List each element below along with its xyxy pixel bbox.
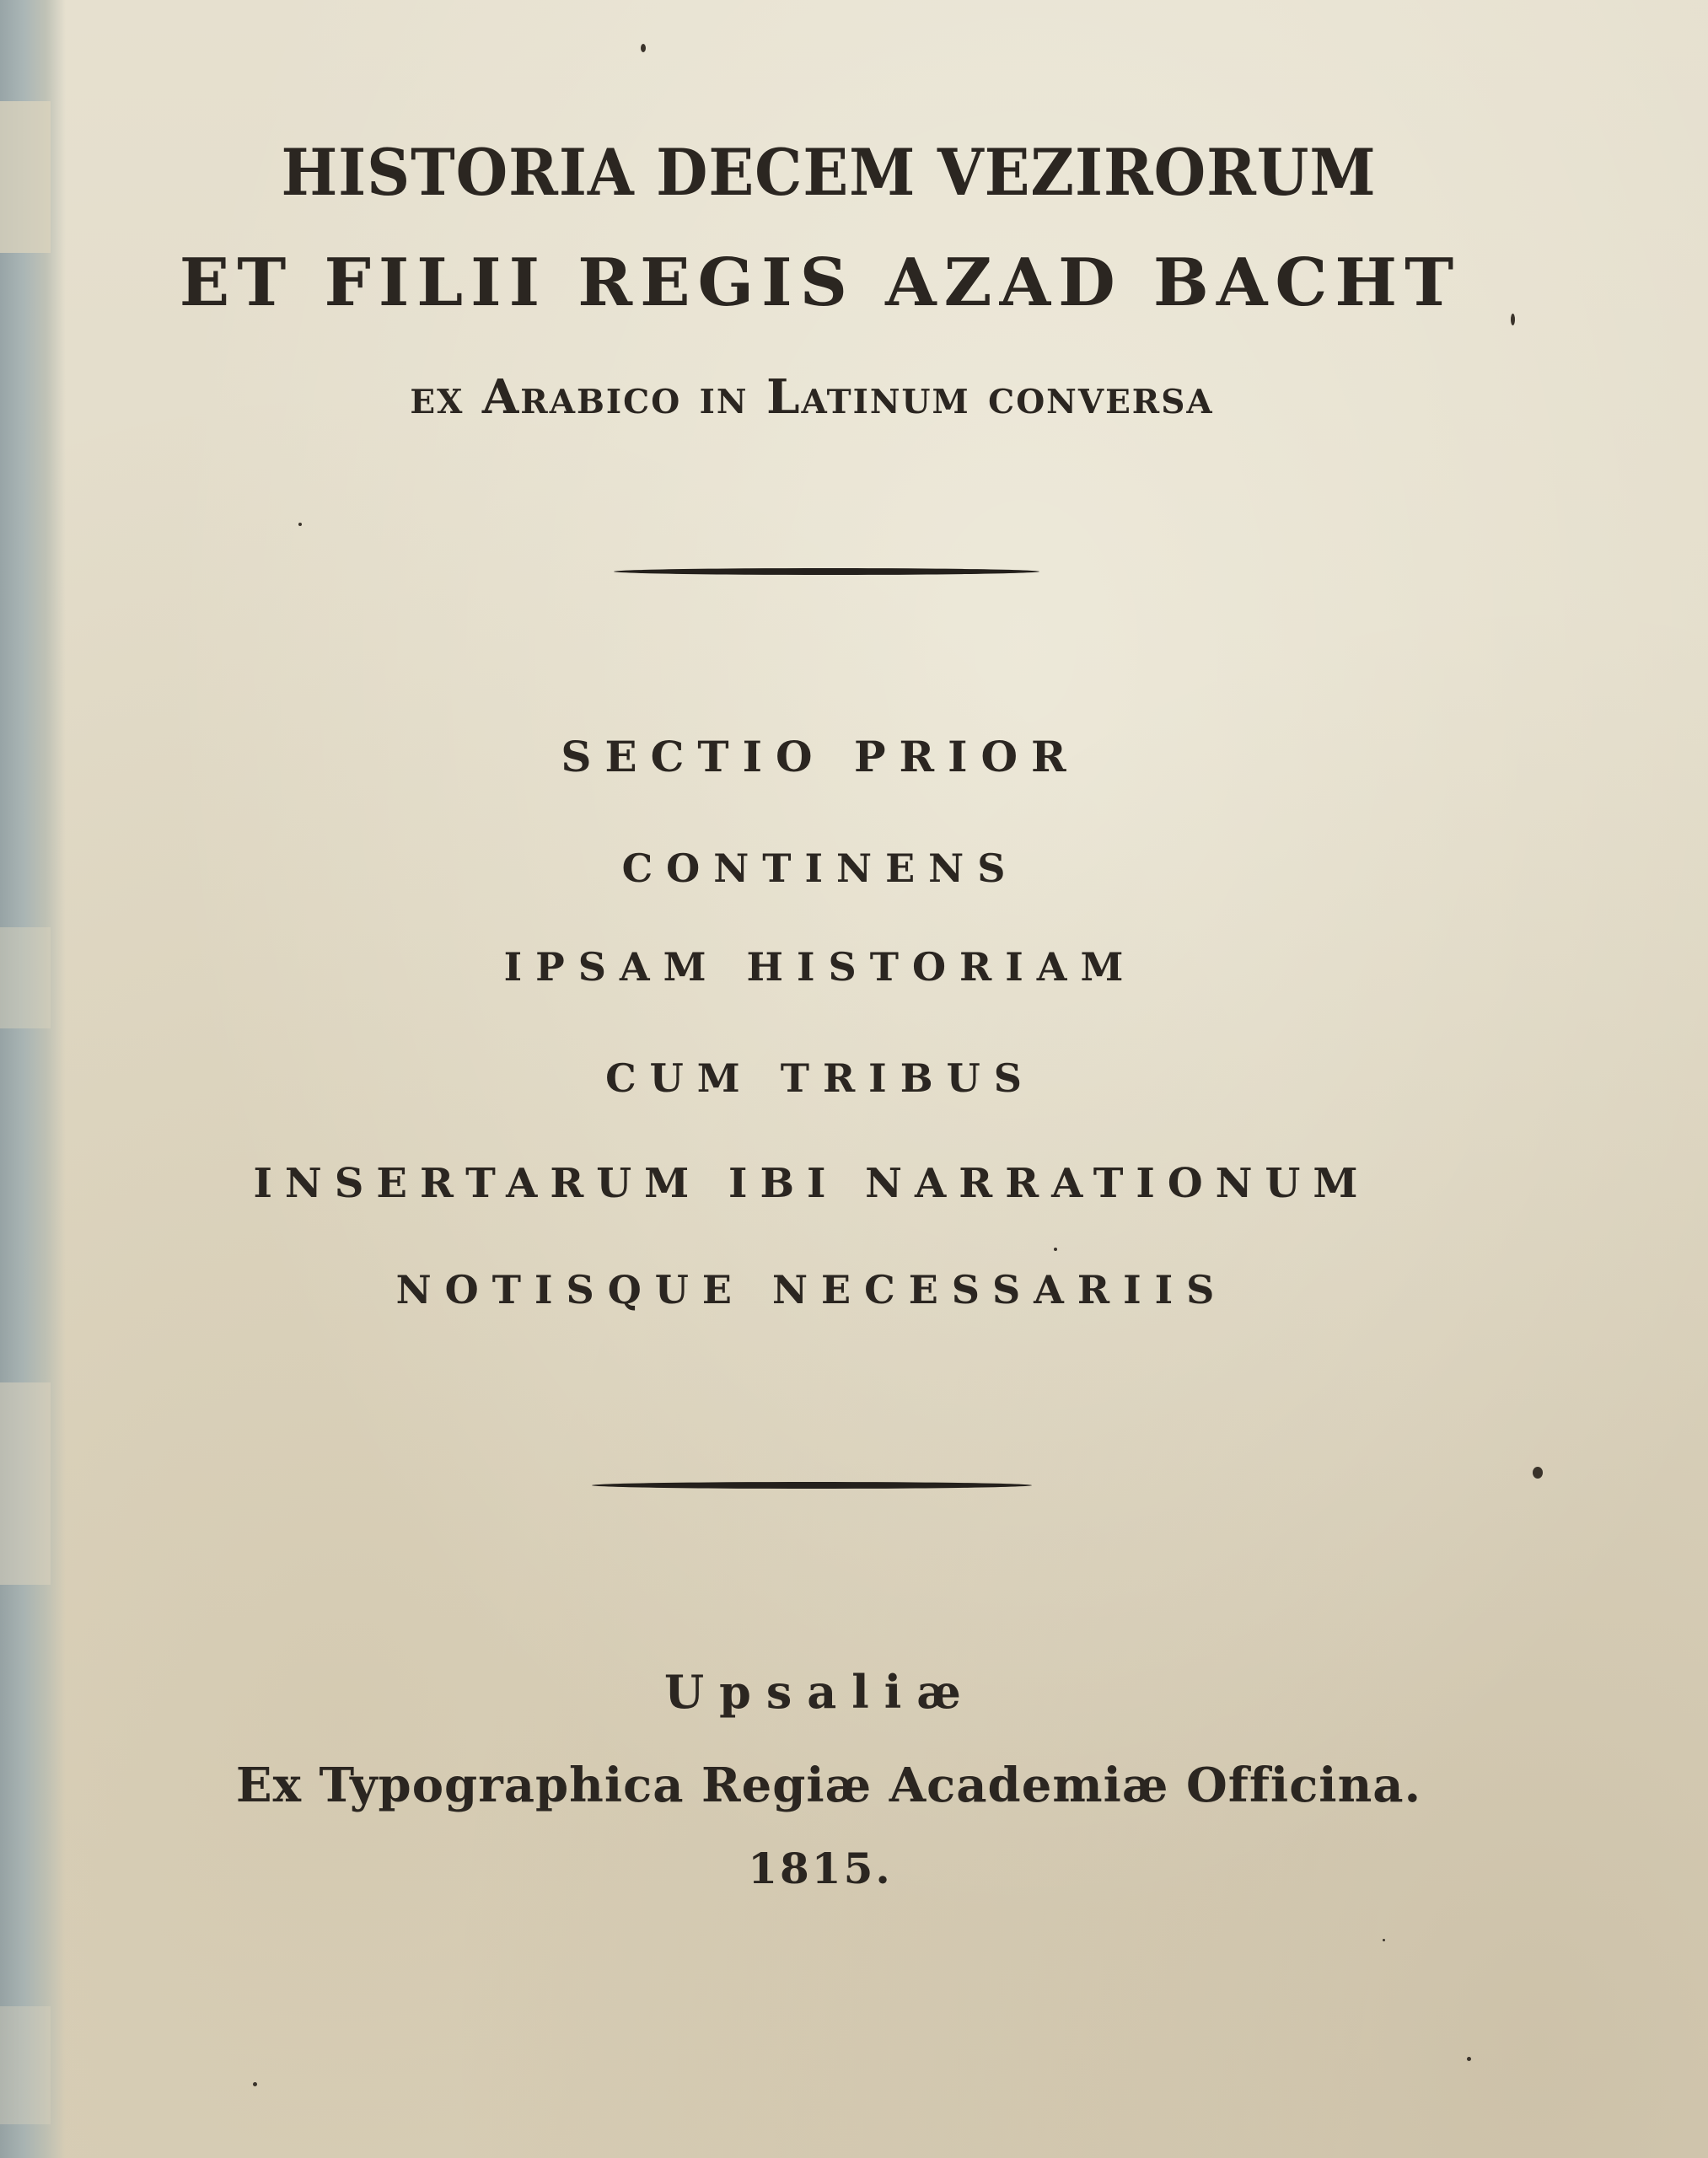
spine-wear — [0, 2006, 51, 2124]
ornamental-rule-bottom — [592, 1482, 1032, 1489]
imprint-year: 1815. — [748, 1844, 893, 1893]
title-line-1: HISTORIA DECEM VEZIRORUM — [281, 135, 1377, 210]
section-line-4: CUM TRIBUS — [605, 1055, 1035, 1101]
section-line-1: SECTIO PRIOR — [561, 732, 1080, 781]
title-line-3: ex Arabico in Latinum conversa — [410, 369, 1214, 425]
section-line-5: INSERTARUM IBI NARRATIONUM — [253, 1160, 1371, 1207]
section-line-3: IPSAM HISTORIAM — [503, 944, 1137, 990]
imprint-printer: Ex Typographica Regiæ Academiæ Officina. — [235, 1758, 1422, 1813]
paper-speck — [1511, 314, 1515, 325]
paper-speck — [1054, 1248, 1057, 1251]
section-line-2: CONTINENS — [621, 845, 1019, 891]
ornamental-rule-top — [614, 568, 1039, 575]
paper-speck — [1467, 2057, 1471, 2061]
paper-speck — [1533, 1467, 1543, 1479]
section-line-6: NOTISQUE NECESSARIIS — [395, 1267, 1228, 1313]
paper-speck — [1383, 1939, 1385, 1941]
imprint-place: Upsaliæ — [664, 1665, 976, 1719]
paper-speck — [253, 2082, 257, 2086]
title-line-2: ET FILII REGIS AZAD BACHT — [179, 244, 1462, 321]
paper-speck — [641, 44, 646, 52]
paper-speck — [298, 523, 302, 526]
spine-wear — [0, 1382, 51, 1585]
